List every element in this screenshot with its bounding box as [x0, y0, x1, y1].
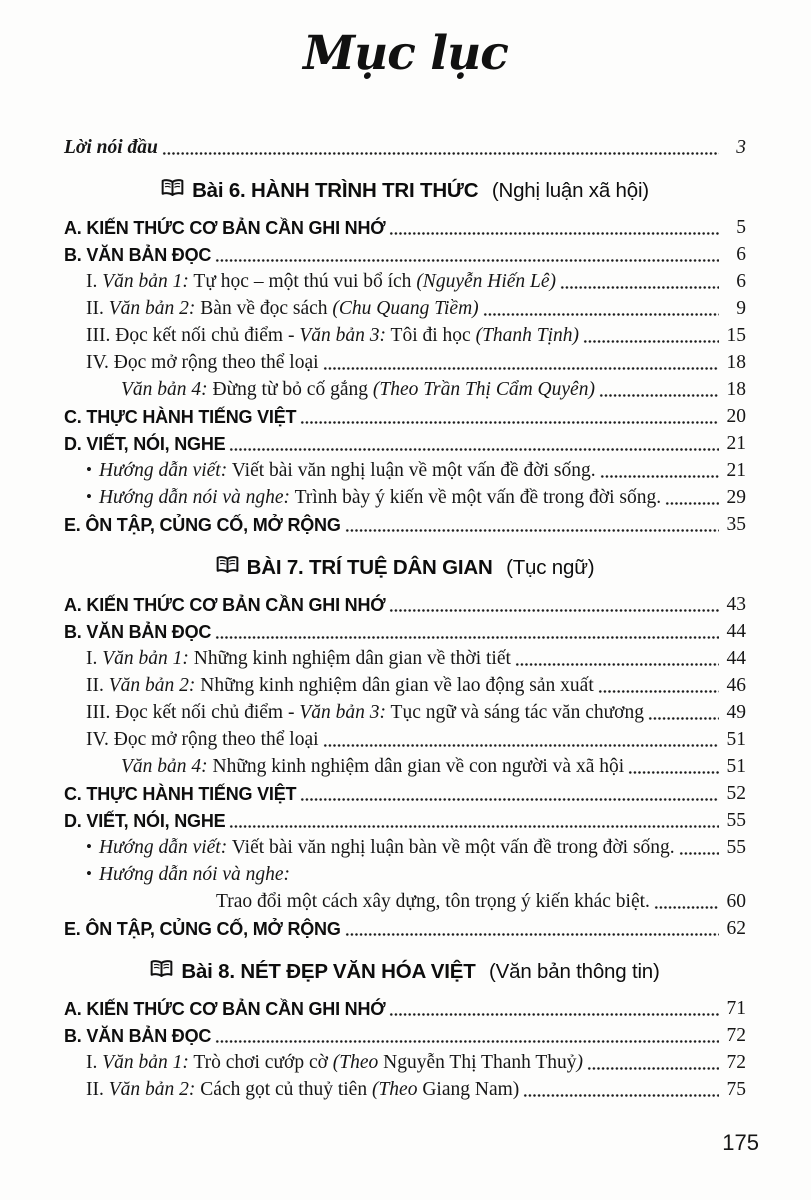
entry-text-run: Văn bản 1:: [102, 1052, 189, 1073]
entry-text: [64, 431, 225, 457]
entry-page: 21: [726, 433, 746, 454]
entry-text-run: Văn bản 2:: [108, 298, 196, 319]
entry-text-run: Văn bản 2:: [108, 1079, 196, 1100]
entry-page: 49: [726, 702, 746, 723]
toc-entry: [64, 241, 746, 268]
dot-leader: [300, 798, 719, 801]
entry-page: 52: [726, 783, 746, 804]
entry-page: 9: [736, 298, 746, 319]
entry-text-run: C. THỰC HÀNH TIẾNG VIỆT: [64, 407, 297, 427]
dot-leader: [483, 313, 719, 316]
section-subtitle: (Nghị luận xã hội): [486, 179, 649, 202]
section-subtitle: (Tục ngữ): [500, 556, 595, 579]
entry-text: [64, 592, 385, 618]
entry-text: [64, 135, 158, 161]
entry-text: [64, 808, 225, 834]
entry-text-run: E. ÔN TẬP, CỦNG CỐ, MỞ RỘNG: [64, 515, 341, 535]
entry-text-run: II.: [86, 298, 109, 319]
entry-text-run: I.: [86, 1052, 103, 1073]
toc-entry: [64, 268, 746, 295]
entry-text: [64, 512, 341, 538]
dot-leader: [599, 394, 719, 397]
toc-entry: [64, 672, 746, 699]
bullet-icon: •: [86, 460, 92, 479]
entry-text: [121, 754, 624, 780]
section-subtitle: (Văn bản thông tin): [483, 960, 660, 983]
entry-text-run: (Thanh Tịnh): [475, 325, 580, 346]
toc-entry: [64, 834, 746, 861]
entry-text-run: Trò chơi cướp cờ: [188, 1052, 333, 1073]
dot-leader: [560, 286, 719, 289]
entry-text-run: II.: [86, 1079, 109, 1100]
entry-text: [86, 862, 290, 888]
dot-leader: [654, 906, 719, 909]
entry-text-run: Văn bản 2:: [108, 675, 196, 696]
entry-text: [64, 1023, 211, 1049]
dot-leader: [215, 1040, 719, 1043]
entry-text: [86, 296, 479, 322]
entry-page: 60: [726, 891, 746, 912]
dot-leader: [323, 367, 719, 370]
toc-list: [0, 134, 811, 1103]
entry-text: [64, 619, 211, 645]
entry-text-run: Những kinh nghiệm dân gian về con người và xã hội: [207, 756, 625, 777]
entry-text-run: Tự học – một thú vui bổ ích: [188, 271, 417, 292]
entry-text-run: Nguyễn Thị Thanh Thuỷ: [383, 1052, 577, 1073]
entry-text: [86, 727, 319, 753]
entry-text-run: (Theo: [371, 1079, 423, 1100]
entry-text-run: Hướng dẫn viết:: [98, 460, 228, 481]
dot-leader: [665, 502, 719, 505]
entry-text-run: I.: [86, 648, 103, 669]
entry-text: [86, 458, 596, 484]
entry-text-run: Văn bản 3:: [299, 325, 387, 346]
entry-page: 71: [726, 998, 746, 1019]
dot-leader: [389, 232, 719, 235]
entry-text: [64, 996, 385, 1022]
toc-entry: [64, 322, 746, 349]
toc-entry: [64, 295, 746, 322]
toc-entry: [64, 726, 746, 753]
entry-text-run: Giang Nam): [422, 1079, 520, 1100]
entry-text-run: Văn bản 1:: [102, 648, 189, 669]
entry-text-run: B. VĂN BẢN ĐỌC: [64, 245, 212, 265]
entry-text-run: Hướng dẫn nói và nghe:: [98, 864, 291, 885]
toc-entry: [64, 807, 746, 834]
entry-page: 21: [726, 460, 746, 481]
entry-page: 46: [726, 675, 746, 696]
toc-entry: [64, 484, 746, 511]
entry-text-run: Văn bản 1:: [102, 271, 189, 292]
section-header: [64, 956, 746, 988]
dot-leader: [300, 421, 719, 424]
toc-entry: [64, 214, 746, 241]
entry-text: [216, 889, 650, 915]
entry-text-run: B. VĂN BẢN ĐỌC: [64, 622, 212, 642]
entry-text: [86, 835, 675, 861]
dot-leader: [345, 529, 719, 532]
dot-leader: [162, 152, 719, 155]
entry-text-run: A. KIẾN THỨC CƠ BẢN CẦN GHI NHỚ: [64, 218, 386, 238]
dot-leader: [215, 259, 719, 262]
toc-entry: [64, 591, 746, 618]
dot-leader: [323, 744, 719, 747]
entry-page: 6: [736, 244, 746, 265]
entry-text-run: Những kinh nghiệm dân gian về lao động sản xuất: [195, 675, 594, 696]
dot-leader: [600, 475, 719, 478]
entry-page: 6: [736, 271, 746, 292]
entry-text-run: Hướng dẫn viết:: [98, 837, 228, 858]
toc-entry: [64, 457, 746, 484]
entry-text-run: III. Đọc kết nối chủ điểm -: [86, 702, 300, 723]
entry-text: [121, 377, 595, 403]
entry-text: [86, 269, 556, 295]
toc-entry: [64, 861, 746, 888]
open-book-icon: [150, 960, 173, 984]
dot-leader: [229, 448, 719, 451]
section-title: Bài 8. NÉT ĐẸP VĂN HÓA VIỆT: [181, 960, 476, 983]
entry-text-run: Hướng dẫn nói và nghe:: [98, 487, 291, 508]
entry-text: [86, 323, 579, 349]
toc-entry: [64, 888, 746, 915]
toc-entry: [64, 753, 746, 780]
toc-entry: [64, 349, 746, 376]
dot-leader: [598, 690, 719, 693]
entry-text-run: (Theo: [332, 1052, 384, 1073]
entry-text: [64, 404, 296, 430]
dot-leader: [389, 1013, 719, 1016]
entry-page: 18: [726, 379, 746, 400]
toc-entry: [64, 376, 746, 403]
dot-leader: [345, 933, 719, 936]
entry-text-run: Lời nói đầu: [64, 137, 158, 158]
entry-page: 51: [726, 756, 746, 777]
entry-text-run: Tục ngữ và sáng tác văn chương: [386, 702, 644, 723]
entry-page: 72: [726, 1052, 746, 1073]
entry-text-run: Trình bày ý kiến về một vấn đề trong đời sống.: [290, 487, 662, 508]
entry-text-run: Viết bài văn nghị luận về một vấn đề đời sống.: [227, 460, 596, 481]
entry-page: 3: [736, 137, 746, 158]
entry-text: [86, 673, 594, 699]
entry-page: 62: [726, 918, 746, 939]
toc-entry: [64, 1049, 746, 1076]
entry-text-run: A. KIẾN THỨC CƠ BẢN CẦN GHI NHỚ: [64, 595, 386, 615]
entry-text-run: II.: [86, 675, 109, 696]
entry-text: [86, 350, 319, 376]
entry-text-run: (Nguyễn Hiến Lê): [416, 271, 557, 292]
entry-text-run: Trao đổi một cách xây dựng, tôn trọng ý kiến khác biệt.: [216, 891, 650, 912]
open-book-icon: [161, 179, 184, 203]
toc-entry: [64, 645, 746, 672]
entry-text-run: Văn bản 3:: [299, 702, 387, 723]
section-title: Bài 6. HÀNH TRÌNH TRI THỨC: [192, 179, 479, 202]
entry-text: [86, 485, 661, 511]
entry-text-run: D. VIẾT, NÓI, NGHE: [64, 811, 226, 831]
entry-page: 43: [726, 594, 746, 615]
entry-page: 18: [726, 352, 746, 373]
toc-entry: [64, 915, 746, 942]
entry-text-run: IV. Đọc mở rộng theo thể loại: [86, 729, 319, 750]
entry-text-run: D. VIẾT, NÓI, NGHE: [64, 434, 226, 454]
entry-text-run: C. THỰC HÀNH TIẾNG VIỆT: [64, 784, 297, 804]
entry-page: 44: [726, 648, 746, 669]
entry-page: 55: [726, 810, 746, 831]
entry-text: [64, 781, 296, 807]
dot-leader: [229, 825, 719, 828]
bullet-icon: •: [86, 487, 92, 506]
entry-text-run: (Theo Trần Thị Cẩm Quyên): [372, 379, 595, 400]
entry-text-run: IV. Đọc mở rộng theo thể loại: [86, 352, 319, 373]
dot-leader: [523, 1094, 719, 1097]
section-header: [64, 175, 746, 207]
entry-text: [86, 1050, 583, 1076]
entry-text-run: Cách gọt củ thuỷ tiên: [195, 1079, 372, 1100]
toc-entry: [64, 780, 746, 807]
entry-page: 29: [726, 487, 746, 508]
toc-entry: [64, 403, 746, 430]
entry-page: 75: [726, 1079, 746, 1100]
dot-leader: [648, 717, 719, 720]
toc-entry: [64, 511, 746, 538]
toc-entry: [64, 1022, 746, 1049]
dot-leader: [587, 1067, 719, 1070]
entry-text: [86, 1077, 519, 1103]
toc-entry: [64, 699, 746, 726]
entry-text: [86, 700, 644, 726]
entry-page: 51: [726, 729, 746, 750]
entry-page: 5: [736, 217, 746, 238]
entry-text-run: Tôi đi học: [386, 325, 476, 346]
entry-page: 35: [726, 514, 746, 535]
dot-leader: [389, 609, 719, 612]
entry-text-run: B. VĂN BẢN ĐỌC: [64, 1026, 212, 1046]
entry-text-run: (Chu Quang Tiềm): [332, 298, 479, 319]
bullet-icon: •: [86, 837, 92, 856]
entry-text-run: Những kinh nghiệm dân gian về thời tiết: [188, 648, 511, 669]
dot-leader: [628, 771, 719, 774]
entry-text: [86, 646, 511, 672]
entry-page: 15: [726, 325, 746, 346]
entry-text-run: Văn bản 4:: [121, 756, 208, 777]
entry-text: [64, 916, 341, 942]
page-title: Mục lục: [303, 26, 508, 81]
entry-text: [64, 242, 211, 268]
open-book-icon: [216, 556, 239, 580]
entry-text-run: III. Đọc kết nối chủ điểm -: [86, 325, 300, 346]
page-number: 175: [722, 1130, 759, 1155]
toc-entry: [64, 618, 746, 645]
entry-page: 72: [726, 1025, 746, 1046]
entry-page: 55: [726, 837, 746, 858]
entry-text-run: ): [576, 1052, 584, 1073]
dot-leader: [679, 852, 719, 855]
entry-page: 20: [726, 406, 746, 427]
entry-page: 44: [726, 621, 746, 642]
dot-leader: [515, 663, 719, 666]
entry-text-run: Bàn về đọc sách: [195, 298, 333, 319]
dot-leader: [583, 340, 719, 343]
entry-text-run: Đừng từ bỏ cố gắng: [207, 379, 373, 400]
dot-leader: [215, 636, 719, 639]
toc-entry: [64, 134, 746, 161]
entry-text-run: Viết bài văn nghị luận bàn về một vấn đề trong đời sống.: [227, 837, 675, 858]
entry-text-run: I.: [86, 271, 103, 292]
section-header: [64, 552, 746, 584]
bullet-icon: •: [86, 864, 92, 883]
entry-text-run: Văn bản 4:: [121, 379, 208, 400]
entry-text: [64, 215, 385, 241]
section-title: BÀI 7. TRÍ TUỆ DÂN GIAN: [246, 556, 493, 579]
toc-entry: [64, 995, 746, 1022]
toc-entry: [64, 430, 746, 457]
entry-text-run: E. ÔN TẬP, CỦNG CỐ, MỞ RỘNG: [64, 919, 341, 939]
entry-text-run: A. KIẾN THỨC CƠ BẢN CẦN GHI NHỚ: [64, 999, 386, 1019]
toc-entry: [64, 1076, 746, 1103]
